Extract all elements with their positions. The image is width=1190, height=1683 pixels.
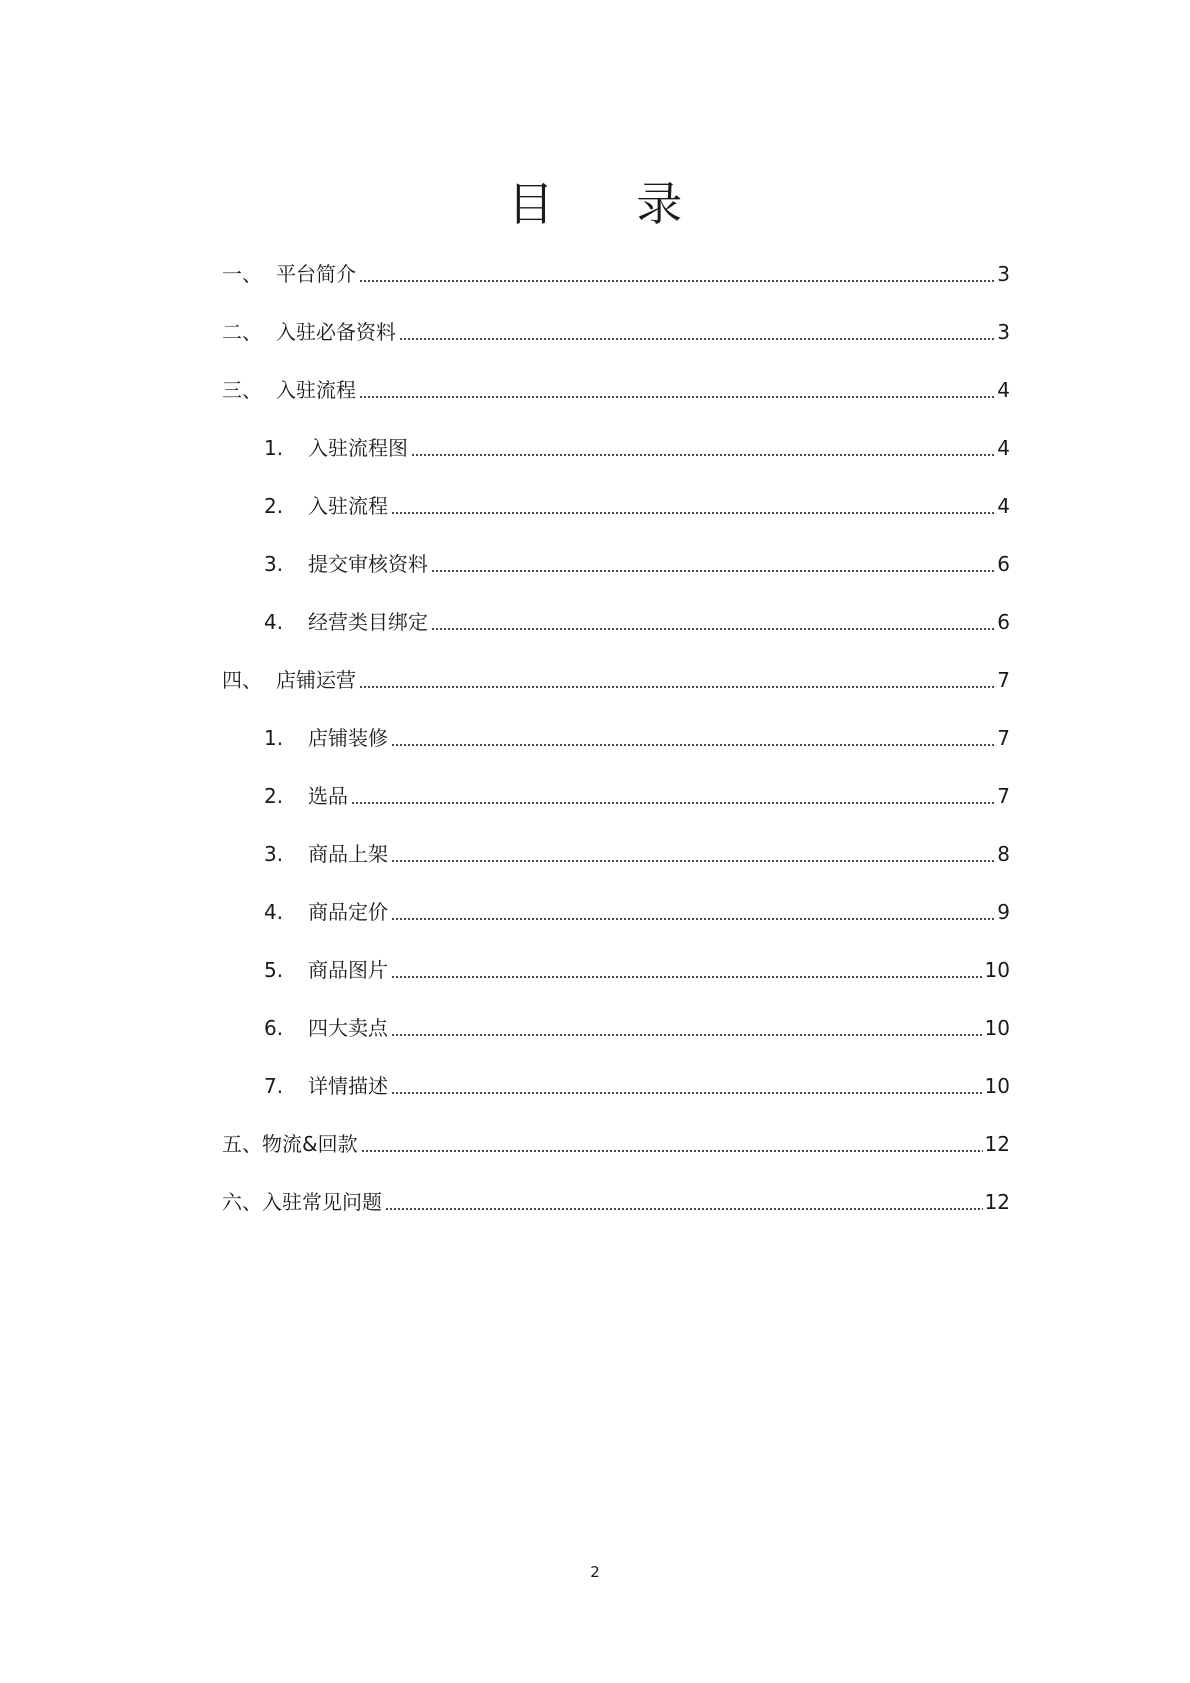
dot-leader	[351, 802, 995, 804]
dot-leader	[359, 280, 995, 282]
toc-entry-number: 三、	[222, 378, 262, 402]
dot-leader	[361, 1150, 983, 1152]
toc-entry-label: 入驻常见问题	[262, 1190, 382, 1214]
toc-entry[interactable]	[222, 1186, 1010, 1218]
toc-entry-number: 六、	[222, 1190, 262, 1214]
toc-entry-label: 详情描述	[308, 1074, 388, 1098]
dot-leader	[391, 1034, 983, 1036]
dot-leader	[391, 918, 995, 920]
toc-entry-number: 7.	[264, 1074, 284, 1098]
toc-entry-label: 提交审核资料	[308, 552, 428, 576]
dot-leader	[391, 976, 983, 978]
toc-entry-label: 入驻必备资料	[276, 320, 396, 344]
toc-entry-label: 入驻流程	[276, 378, 356, 402]
toc-entry-page: 7	[997, 784, 1010, 808]
toc-entry-label: 店铺装修	[308, 726, 388, 750]
dot-leader	[391, 860, 995, 862]
toc-entry-label: 入驻流程	[308, 494, 388, 518]
dot-leader	[431, 570, 995, 572]
toc-entry-number: 3.	[264, 842, 284, 866]
dot-leader	[359, 396, 995, 398]
toc-entry-page: 8	[997, 842, 1010, 866]
toc-entry[interactable]	[222, 1128, 1010, 1160]
dot-leader	[431, 628, 995, 630]
dot-leader	[391, 512, 995, 514]
toc-entry-label: 选品	[308, 784, 348, 808]
toc-entry-number: 2.	[264, 494, 284, 518]
toc-entry-label: 物流&回款	[262, 1132, 358, 1156]
toc-entry-number: 四、	[222, 668, 262, 692]
page-title: 目 录	[507, 177, 717, 231]
toc-entry-number: 五、	[222, 1132, 262, 1156]
toc-entry-number: 二、	[222, 320, 262, 344]
toc-entry-label: 平台简介	[276, 262, 356, 286]
toc-entry-page: 6	[997, 552, 1010, 576]
toc-entry[interactable]	[264, 780, 1010, 812]
dot-leader	[359, 686, 995, 688]
toc-entry-label: 店铺运营	[276, 668, 356, 692]
toc-entry-page: 4	[997, 436, 1010, 460]
toc-entry[interactable]	[222, 664, 1010, 696]
toc-entry-number: 3.	[264, 552, 284, 576]
toc-entry-page: 4	[997, 494, 1010, 518]
toc-entry-page: 7	[997, 726, 1010, 750]
toc-entry[interactable]	[264, 896, 1010, 928]
toc-entry-page: 6	[997, 610, 1010, 634]
dot-leader	[399, 338, 995, 340]
toc-entry-page: 10	[984, 958, 1010, 982]
toc-entry-label: 入驻流程图	[308, 436, 408, 460]
toc-entry-number: 1.	[264, 436, 284, 460]
toc-entry-page: 9	[997, 900, 1010, 924]
toc-entry-number: 5.	[264, 958, 284, 982]
toc-entry-number: 4.	[264, 610, 284, 634]
toc-entry-label: 商品图片	[308, 958, 388, 982]
toc-entry[interactable]	[264, 954, 1010, 986]
toc-entry[interactable]	[222, 258, 1010, 290]
toc-entry-page: 10	[984, 1016, 1010, 1040]
toc-entry-label: 商品定价	[308, 900, 388, 924]
toc-entry-page: 12	[984, 1190, 1010, 1214]
toc-entry-page: 12	[984, 1132, 1010, 1156]
footer-page-number: 2	[590, 1563, 600, 1581]
toc-entry[interactable]	[264, 548, 1010, 580]
toc-entry[interactable]	[264, 1070, 1010, 1102]
toc-entry-number: 6.	[264, 1016, 284, 1040]
toc-entry-page: 10	[984, 1074, 1010, 1098]
toc-entry[interactable]	[264, 722, 1010, 754]
toc-entry[interactable]	[264, 838, 1010, 870]
toc-entry-label: 经营类目绑定	[308, 610, 428, 634]
toc-entry-label: 四大卖点	[308, 1016, 388, 1040]
dot-leader	[391, 744, 995, 746]
dot-leader	[411, 454, 995, 456]
dot-leader	[391, 1092, 983, 1094]
toc-entry[interactable]	[264, 606, 1010, 638]
toc-entry[interactable]	[222, 316, 1010, 348]
toc-entry[interactable]	[264, 490, 1010, 522]
toc-entry-number: 1.	[264, 726, 284, 750]
toc-entry[interactable]	[222, 374, 1010, 406]
toc-entry-page: 7	[997, 668, 1010, 692]
toc-entry-page: 3	[997, 320, 1010, 344]
toc-entry-number: 一、	[222, 262, 262, 286]
toc-entry-page: 3	[997, 262, 1010, 286]
toc-entry[interactable]	[264, 432, 1010, 464]
toc-entry[interactable]	[264, 1012, 1010, 1044]
toc-entry-number: 4.	[264, 900, 284, 924]
toc-entry-number: 2.	[264, 784, 284, 808]
toc-entry-page: 4	[997, 378, 1010, 402]
dot-leader	[385, 1208, 983, 1210]
toc-entry-label: 商品上架	[308, 842, 388, 866]
